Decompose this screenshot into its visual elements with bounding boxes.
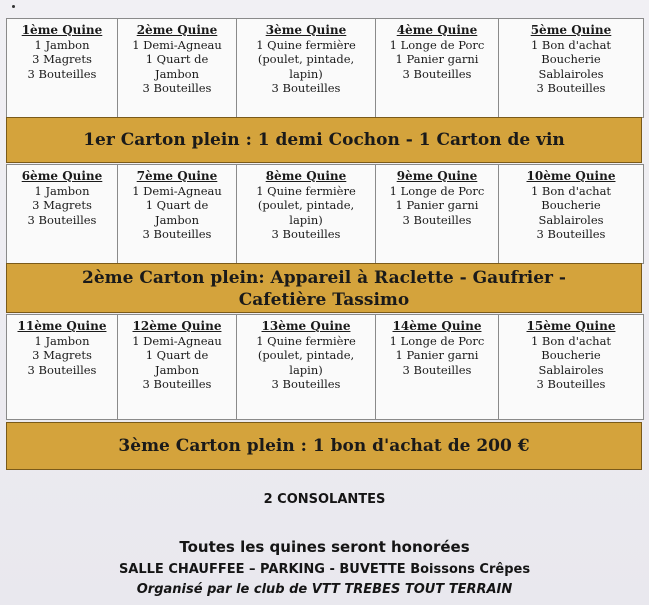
carton-plein-1-text: 1er Carton plein : 1 demi Cochon - 1 Carton de vin <box>83 130 565 150</box>
prize-line: 3 Bouteilles <box>271 227 341 241</box>
carton-plein-3-text: 3ème Carton plein : 1 bon d'achat de 200 € <box>118 436 530 456</box>
prize-line: 1 Longe de Porc <box>389 37 485 52</box>
prize-line: Sablairoles <box>538 66 604 81</box>
quine-cell <box>7 315 118 419</box>
prize-line: 3 Bouteilles <box>142 81 212 95</box>
prize-line: 1 Jambon <box>34 37 90 52</box>
quine-cell <box>376 315 499 419</box>
prize-line: Jambon <box>154 212 200 227</box>
prize-line: (poulet, pintade, <box>257 198 355 212</box>
prize-line: (poulet, pintade, <box>257 52 355 66</box>
speck <box>12 5 15 8</box>
quine-cell <box>118 165 237 263</box>
prize-line: 1 Panier garni <box>395 348 479 362</box>
prize-line: 1 Quine fermière <box>256 183 356 198</box>
prize-line: 3 Bouteilles <box>402 212 472 227</box>
prize-line: 3 Bouteilles <box>27 66 97 81</box>
prize-line: 3 Bouteilles <box>536 377 606 391</box>
prize-line: Jambon <box>154 66 200 81</box>
prize-line: Jambon <box>154 362 200 377</box>
prize-line: 3 Bouteilles <box>271 377 341 391</box>
prize-line: 1 Demi-Agneau <box>132 183 222 198</box>
prize-line: 1 Quine fermière <box>256 333 356 348</box>
prize-line: 1 Panier garni <box>395 198 479 212</box>
quine-cell <box>7 165 118 263</box>
prize-line: 1 Longe de Porc <box>389 183 485 198</box>
prize-line: 3 Bouteilles <box>142 377 212 391</box>
quine-cell <box>499 315 643 419</box>
prize-line: 1 Quine fermière <box>256 37 356 52</box>
prize-line: 1 Longe de Porc <box>389 333 485 348</box>
prize-line: 3 Bouteilles <box>402 66 472 81</box>
prize-line: lapin) <box>289 362 323 377</box>
quine-title: 5ème Quine <box>530 23 612 37</box>
quines-honorees: Toutes les quines seront honorées <box>179 538 470 556</box>
prize-line: Boucherie <box>541 52 601 66</box>
quine-cell <box>376 19 499 117</box>
carton-plein-2-text-line1: 2ème Carton plein: Appareil à Raclette - Gaufrier - <box>82 268 566 288</box>
prize-line: 1 Quart de <box>145 198 209 212</box>
quine-cell <box>376 165 499 263</box>
quine-title: 13ème Quine <box>261 319 351 333</box>
prize-line: Boucherie <box>541 198 601 212</box>
prize-line: 1 Demi-Agneau <box>132 333 222 348</box>
quine-title: 9ème Quine <box>396 169 478 183</box>
consolantes: 2 CONSOLANTES <box>263 492 386 507</box>
prize-line: 1 Bon d'achat <box>530 183 612 198</box>
prize-line: 1 Jambon <box>34 333 90 348</box>
salle-info: SALLE CHAUFFEE – PARKING - BUVETTE Boissons Crêpes <box>118 562 531 577</box>
quine-title: 11ème Quine <box>17 319 107 333</box>
prize-line: 1 Bon d'achat <box>530 333 612 348</box>
prize-line: 1 Quart de <box>145 52 209 66</box>
prize-line: 3 Bouteilles <box>27 212 97 227</box>
prize-line: lapin) <box>289 66 323 81</box>
prize-line: 1 Quart de <box>145 348 209 362</box>
carton-plein-1-banner <box>6 117 642 163</box>
prize-line: 1 Demi-Agneau <box>132 37 222 52</box>
quine-title: 3ème Quine <box>265 23 347 37</box>
quine-cell <box>7 19 118 117</box>
quine-cell <box>499 165 643 263</box>
organisateur: Organisé par le club de VTT TREBES TOUT TERRAIN <box>136 582 513 597</box>
quine-cell <box>118 315 237 419</box>
quine-title: 7ème Quine <box>136 169 218 183</box>
quine-title: 8ème Quine <box>265 169 347 183</box>
prize-line: 3 Bouteilles <box>536 81 606 95</box>
prize-line: 3 Bouteilles <box>142 227 212 241</box>
prize-line: 3 Bouteilles <box>271 81 341 95</box>
prize-line: lapin) <box>289 212 323 227</box>
prize-line: 3 Magrets <box>32 348 92 362</box>
prize-line: 3 Magrets <box>32 198 92 212</box>
quine-title: 4ème Quine <box>396 23 478 37</box>
prize-line: Sablairoles <box>538 362 604 377</box>
quine-row-1 <box>6 18 644 118</box>
quine-title: 1ème Quine <box>21 23 103 37</box>
quine-title: 15ème Quine <box>526 319 616 333</box>
quine-row-2 <box>6 164 644 264</box>
quine-cell <box>237 315 376 419</box>
prize-line: Sablairoles <box>538 212 604 227</box>
prize-line: (poulet, pintade, <box>257 348 355 362</box>
carton-plein-3-banner <box>6 422 642 470</box>
prize-line: 3 Bouteilles <box>402 362 472 377</box>
quine-title: 14ème Quine <box>392 319 482 333</box>
carton-plein-2-banner <box>6 263 642 313</box>
quine-cell <box>118 19 237 117</box>
quine-cell <box>499 19 643 117</box>
quine-title: 12ème Quine <box>132 319 222 333</box>
prize-line: 3 Magrets <box>32 52 92 66</box>
quine-title: 2ème Quine <box>136 23 218 37</box>
prize-line: 3 Bouteilles <box>27 362 97 377</box>
quine-row-3 <box>6 314 644 420</box>
prize-line: 3 Bouteilles <box>536 227 606 241</box>
prize-line: 1 Panier garni <box>395 52 479 66</box>
quine-title: 6ème Quine <box>21 169 103 183</box>
prize-line: 1 Jambon <box>34 183 90 198</box>
carton-plein-2-text-line2: Cafetière Tassimo <box>238 290 410 310</box>
quine-cell <box>237 165 376 263</box>
prize-line: 1 Bon d'achat <box>530 37 612 52</box>
quine-cell <box>237 19 376 117</box>
quine-title: 10ème Quine <box>526 169 616 183</box>
prize-line: Boucherie <box>541 348 601 362</box>
